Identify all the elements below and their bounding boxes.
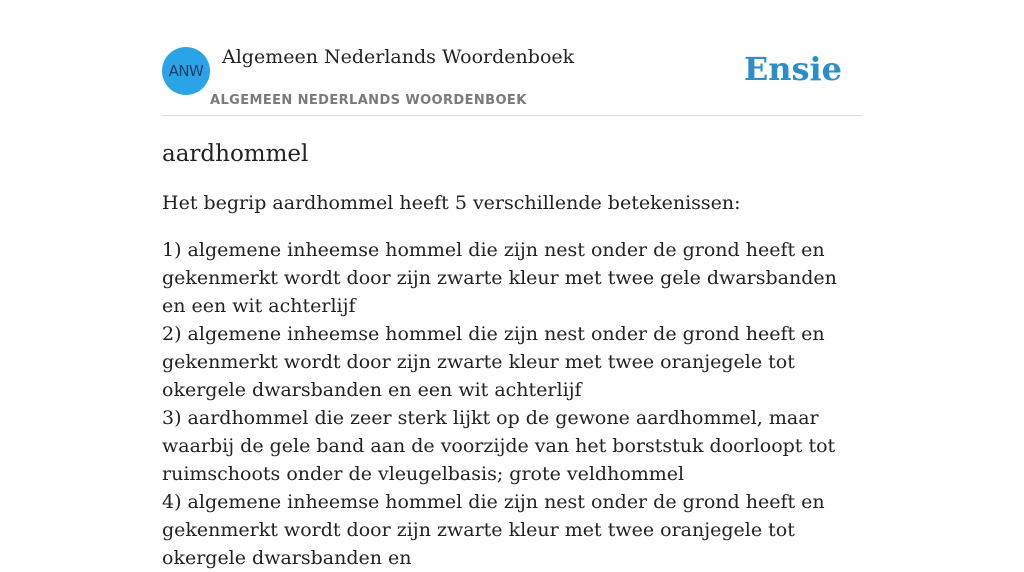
definition-item: 3) aardhommel die zeer sterk lijkt op de gewone aardhommel, maar waarbij de gele band aan de voorzijde van het borststuk doorloopt tot ruimschoots onder de vleugelbasis; grote veldhommel bbox=[162, 407, 836, 485]
ensie-logo[interactable]: Ensie bbox=[743, 50, 842, 88]
definition-item: 1) algemene inheemse hommel die zijn nest onder de grond heeft en gekenmerkt wordt door zijn zwarte kleur met twee gele dwarsbanden en een wit achterlijf bbox=[162, 239, 837, 317]
entry-intro: Het begrip aardhommel heeft 5 verschillende betekenissen: bbox=[162, 192, 741, 214]
site-header bbox=[162, 36, 862, 116]
source-label[interactable]: ALGEMEEN NEDERLANDS WOORDENBOEK bbox=[210, 93, 527, 108]
entry-content bbox=[162, 138, 862, 572]
entry-headword: aardhommel bbox=[162, 141, 309, 167]
definition-list bbox=[162, 236, 862, 572]
anw-logo[interactable]: ANW bbox=[162, 47, 210, 95]
definition-item: 4) algemene inheemse hommel die zijn nest onder de grond heeft en gekenmerkt wordt door zijn zwarte kleur met twee oranjegele tot okergele dwarsbanden en bbox=[162, 491, 825, 569]
site-title[interactable]: Algemeen Nederlands Woordenboek bbox=[222, 46, 575, 68]
definition-item: 2) algemene inheemse hommel die zijn nest onder de grond heeft en gekenmerkt wordt door zijn zwarte kleur met twee oranjegele tot okergele dwarsbanden en een wit achterlijf bbox=[162, 323, 825, 401]
